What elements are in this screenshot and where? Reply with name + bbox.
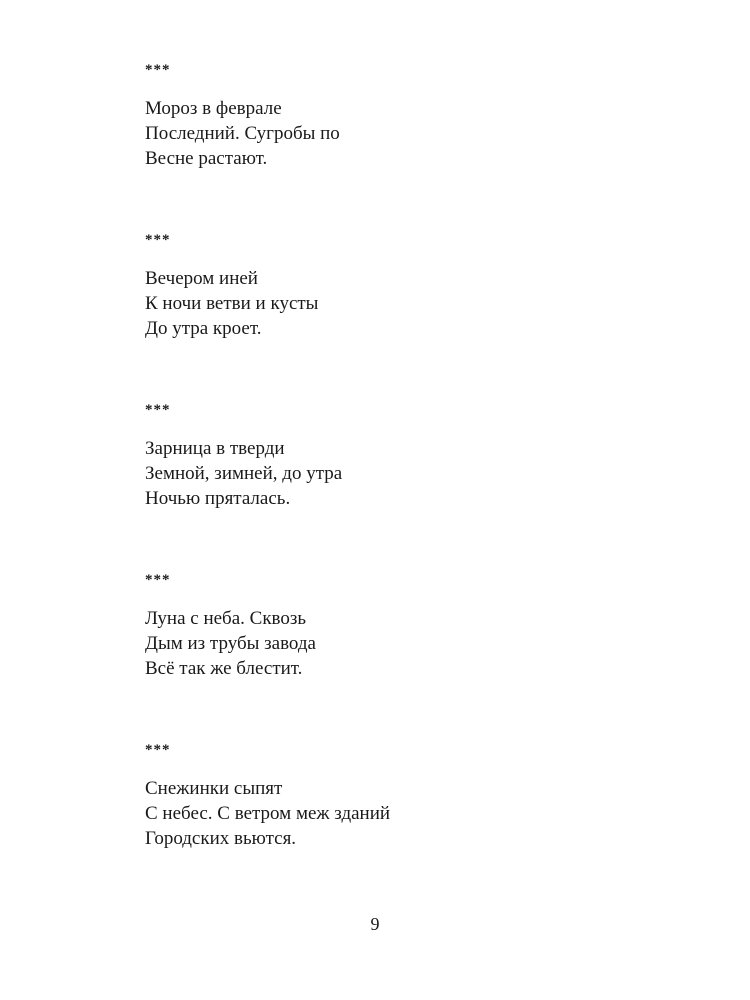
poem-stanza xyxy=(145,570,645,681)
poem-stanza xyxy=(145,230,645,341)
poem-line: Зарница в тверди xyxy=(145,438,285,459)
poem-line: С небес. С ветром меж зданий xyxy=(145,803,391,824)
stanza-separator: *** xyxy=(145,402,171,418)
stanza-separator: *** xyxy=(145,62,171,78)
poem-line: Вечером иней xyxy=(145,268,258,289)
poem-line: Ночью пряталась. xyxy=(145,488,291,509)
poem-line: К ночи ветви и кусты xyxy=(145,293,319,314)
poem-line: Луна с неба. Сквозь xyxy=(145,608,307,629)
poem-line: Мороз в феврале xyxy=(145,98,282,119)
poem-line: Дым из трубы завода xyxy=(145,633,316,654)
poem-line: Снежинки сыпят xyxy=(145,778,283,799)
poem-line: До утра кроет. xyxy=(145,318,262,339)
poem-stanza xyxy=(145,60,645,171)
poem-stanza xyxy=(145,400,645,511)
poem-line: Земной, зимней, до утра xyxy=(145,463,343,484)
stanza-separator: *** xyxy=(145,232,171,248)
poem-line: Весне растают. xyxy=(145,148,268,169)
poem-line: Всё так же блестит. xyxy=(145,658,303,679)
stanza-separator: *** xyxy=(145,572,171,588)
poem-stanza xyxy=(145,740,645,851)
poem-line: Последний. Сугробы по xyxy=(145,123,340,144)
stanza-separator: *** xyxy=(145,742,171,758)
page-number: 9 xyxy=(370,914,380,934)
poem-line: Городских вьются. xyxy=(145,828,297,849)
